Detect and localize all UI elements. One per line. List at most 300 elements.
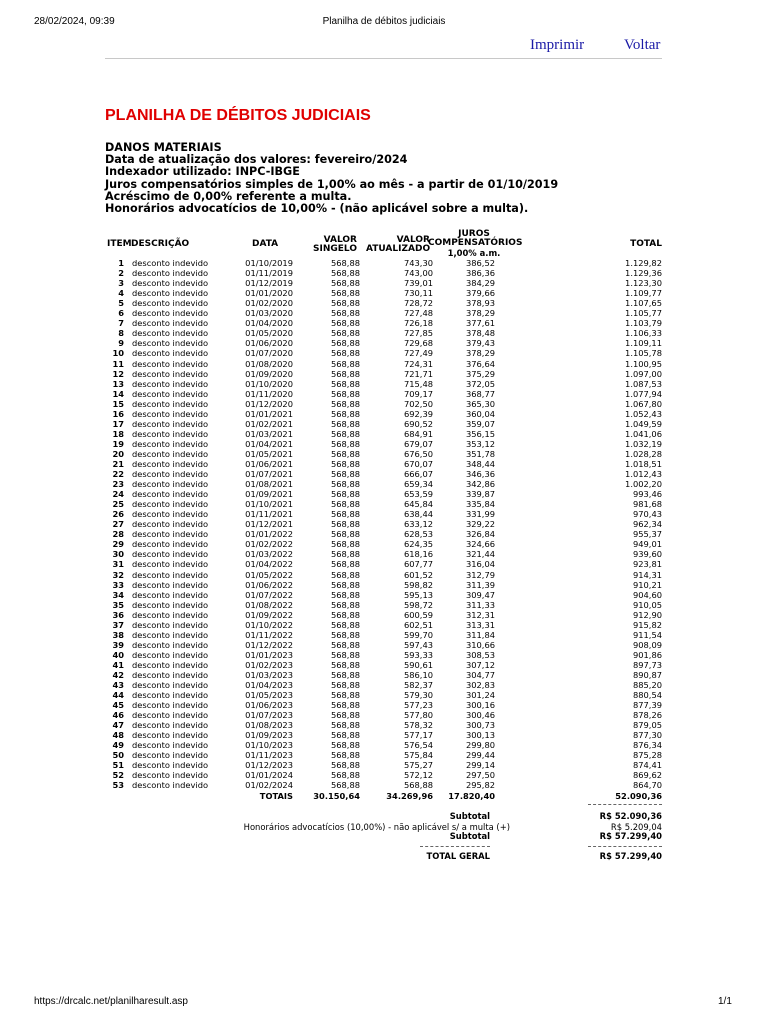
cell-juros: 311,33 [465,600,495,610]
cell-valor-singelo: 568,88 [330,560,360,570]
cell-item: 40 [112,650,124,660]
cell-gap [124,601,132,611]
cell-juros: 365,30 [465,399,495,409]
totals-spacer [105,791,124,801]
cell-item: 5 [118,299,124,309]
cell-descricao: desconto indevido [132,429,209,439]
table-row [105,711,662,721]
cell-total: 1.028,28 [625,449,662,459]
cell-valor-singelo: 568,88 [330,580,360,590]
cell-juros: 375,29 [465,369,495,379]
cell-gap [124,520,132,530]
cell-total: 1.103,79 [625,319,662,329]
cell-valor-singelo: 568,88 [330,620,360,630]
cell-valor-atualizado: 666,07 [403,469,433,480]
cell-juros: 302,83 [465,680,495,691]
cell-juros: 299,80 [465,741,495,751]
cell-valor-atualizado: 577,23 [403,701,433,711]
cell-descricao: desconto indevido [132,269,209,279]
cell-data: 01/01/2021 [245,409,293,419]
cell-total: 1.077,94 [625,389,662,399]
cell-data: 01/04/2020 [245,319,293,329]
cell-total: 1.012,43 [625,469,662,480]
cell-total: 1.106,33 [625,329,662,339]
cell-data: 01/02/2020 [245,299,293,309]
header-valor-singelo-line1: VALOR [323,235,357,245]
cell-juros: 299,14 [465,761,495,771]
cell-item: 31 [112,560,124,570]
cell-valor-singelo: 568,88 [330,691,360,701]
cell-juros: 311,84 [465,630,495,640]
cell-gap [124,480,132,490]
subtotal-label: Subtotal [449,811,490,821]
cell-data: 01/05/2022 [245,570,293,580]
cell-data: 01/04/2021 [245,439,293,449]
cell-item: 52 [112,771,124,781]
table-row [105,390,662,400]
cell-descricao: desconto indevido [132,289,209,299]
print-datetime: 28/02/2024, 09:39 [34,16,115,27]
cell-total: 869,62 [632,771,662,781]
cell-gap [124,410,132,420]
cell-juros: 353,12 [465,439,495,449]
cell-valor-atualizado: 575,84 [403,751,433,761]
header-valor-singelo-line2: SINGELO [313,244,357,255]
cell-valor-singelo: 568,88 [330,259,360,269]
cell-item: 47 [112,721,124,731]
cell-total: 1.032,19 [625,439,662,449]
cell-valor-atualizado: 586,10 [403,670,433,680]
cell-data: 01/08/2022 [245,600,293,610]
cell-descricao: desconto indevido [132,711,209,721]
cell-gap [124,380,132,390]
cell-valor-atualizado: 743,30 [403,259,433,269]
cell-juros: 300,46 [465,711,495,721]
table-row [105,450,662,460]
summary-divider [588,804,662,805]
cell-total: 877,30 [632,731,662,741]
table-row [105,370,662,380]
cell-item: 44 [112,691,124,701]
table-row [105,470,662,480]
cell-total: 939,60 [632,550,662,560]
cell-item: 43 [112,680,124,691]
totals-spacer [132,791,227,801]
cell-gap [124,359,132,369]
cell-item: 49 [112,741,124,751]
cell-gap [124,621,132,631]
cell-item: 11 [112,359,124,369]
cell-gap [124,460,132,470]
table-row [105,490,662,500]
cell-item: 35 [112,600,124,610]
table-row [105,510,662,520]
cell-data: 01/08/2021 [245,480,293,490]
cell-juros: 326,84 [465,530,495,540]
cell-juros: 386,52 [465,259,495,269]
table-row [105,309,662,319]
cell-total: 1.107,65 [625,299,662,309]
cell-valor-singelo: 568,88 [330,650,360,660]
cell-juros: 346,36 [465,469,495,480]
cell-total: 915,82 [632,620,662,630]
cell-total: 1.097,00 [625,369,662,379]
cell-juros: 331,99 [465,510,495,520]
total-geral-label: TOTAL GERAL [426,851,490,861]
cell-valor-atualizado: 576,54 [403,741,433,751]
table-row [105,430,662,440]
cell-valor-singelo: 568,88 [330,329,360,339]
cell-descricao: desconto indevido [132,731,209,741]
header-item: ITEM [107,239,132,249]
cell-data: 01/11/2019 [245,269,293,279]
cell-gap [124,440,132,450]
table-row [105,591,662,601]
cell-juros: 311,39 [465,580,495,590]
cell-valor-singelo: 568,88 [330,711,360,721]
cell-descricao: desconto indevido [132,781,209,791]
top-divider [105,58,662,59]
cell-gap [124,299,132,309]
cell-valor-singelo: 568,88 [330,359,360,369]
cell-descricao: desconto indevido [132,389,209,399]
cell-valor-atualizado: 653,59 [403,490,433,500]
table-row [105,279,662,289]
cell-juros: 360,04 [465,409,495,419]
cell-descricao: desconto indevido [132,399,209,409]
cell-gap [124,390,132,400]
table-row [105,601,662,611]
cell-valor-atualizado: 599,70 [403,630,433,640]
cell-data: 01/02/2024 [245,781,293,791]
cell-total: 879,05 [632,721,662,731]
header-data: DATA [252,239,279,249]
cell-juros: 308,53 [465,650,495,660]
total-geral-value: R$ 57.299,40 [599,851,662,861]
cell-valor-singelo: 568,88 [330,610,360,620]
cell-gap [124,771,132,781]
cell-gap [124,570,132,580]
cell-gap [124,591,132,601]
honorarios-value: R$ 5.209,04 [610,822,662,832]
cell-gap [124,701,132,711]
table-row [105,691,662,701]
cell-total: 876,34 [632,741,662,751]
cell-juros: 321,44 [465,550,495,560]
cell-item: 37 [112,620,124,630]
cell-descricao: desconto indevido [132,600,209,610]
cell-valor-singelo: 568,88 [330,550,360,560]
cell-juros: 386,36 [465,269,495,279]
cell-valor-atualizado: 724,31 [403,359,433,369]
cell-juros: 377,61 [465,319,495,329]
cell-gap [124,671,132,681]
cell-valor-singelo: 568,88 [330,399,360,409]
cell-item: 20 [112,449,124,459]
cell-valor-atualizado: 739,01 [403,279,433,289]
cell-data: 01/06/2021 [245,459,293,469]
cell-total: 864,70 [632,781,662,791]
cell-juros: 359,07 [465,419,495,429]
cell-data: 01/12/2021 [245,520,293,530]
cell-data: 01/07/2022 [245,590,293,600]
cell-valor-atualizado: 633,12 [403,520,433,530]
cell-juros: 379,43 [465,339,495,349]
cell-total: 911,54 [632,630,662,640]
cell-juros: 307,12 [465,660,495,670]
cell-valor-atualizado: 726,18 [403,319,433,329]
cell-valor-singelo: 568,88 [330,530,360,540]
cell-valor-atualizado: 593,33 [403,650,433,660]
cell-item: 14 [112,389,124,399]
cell-item: 53 [112,781,124,791]
header-juros-line3: 1,00% a.m. [447,247,501,258]
cell-total: 993,46 [632,490,662,500]
cell-gap [124,731,132,741]
cell-item: 33 [112,580,124,590]
table-row [105,611,662,621]
cell-gap [124,741,132,751]
cell-total: 908,09 [632,640,662,650]
cell-descricao: desconto indevido [132,540,209,550]
cell-valor-singelo: 568,88 [330,419,360,429]
cell-juros: 339,87 [465,490,495,500]
table-row [105,259,662,269]
cell-descricao: desconto indevido [132,379,209,389]
table-row [105,761,662,771]
cell-gap [124,329,132,339]
table-row [105,731,662,741]
cell-data: 01/04/2022 [245,560,293,570]
cell-descricao: desconto indevido [132,771,209,781]
cell-data: 01/06/2022 [245,580,293,590]
debits-table [105,259,662,802]
cell-total: 1.018,51 [625,459,662,469]
cell-total: 912,90 [632,610,662,620]
cell-descricao: desconto indevido [132,319,209,329]
cell-valor-singelo: 568,88 [330,349,360,359]
cell-item: 34 [112,590,124,600]
cell-gap [124,450,132,460]
cell-valor-atualizado: 578,32 [403,721,433,731]
print-link[interactable]: Imprimir [530,37,585,53]
cell-descricao: desconto indevido [132,369,209,379]
cell-descricao: desconto indevido [132,630,209,640]
cell-gap [124,430,132,440]
header-descricao: DESCRIÇÃO [131,239,190,249]
cell-juros: 312,79 [465,570,495,580]
total-divider-left [420,846,490,847]
cell-gap [124,309,132,319]
cell-gap [124,721,132,731]
cell-descricao: desconto indevido [132,469,209,480]
cell-valor-singelo: 568,88 [330,721,360,731]
cell-valor-singelo: 568,88 [330,480,360,490]
honorarios-label: Honorários advocatícios (10,00%) - não aplicável s/ a multa (+) [243,822,510,832]
cell-data: 01/11/2023 [245,751,293,761]
cell-data: 01/06/2023 [245,701,293,711]
cell-item: 17 [112,419,124,429]
cell-valor-singelo: 568,88 [330,309,360,319]
cell-data: 01/10/2020 [245,379,293,389]
cell-descricao: desconto indevido [132,439,209,449]
cell-descricao: desconto indevido [132,580,209,590]
cell-total: 1.109,11 [625,339,662,349]
cell-item: 12 [112,369,124,379]
cell-descricao: desconto indevido [132,510,209,520]
cell-data: 01/05/2020 [245,329,293,339]
cell-valor-singelo: 568,88 [330,339,360,349]
cell-valor-singelo: 568,88 [330,630,360,640]
cell-valor-singelo: 568,88 [330,741,360,751]
cell-gap [124,420,132,430]
cell-data: 01/08/2020 [245,359,293,369]
cell-item: 22 [112,469,124,480]
table-row [105,540,662,550]
cell-gap [124,400,132,410]
cell-total: 878,26 [632,711,662,721]
header-valor-singelo [300,236,357,255]
cell-descricao: desconto indevido [132,490,209,500]
table-row [105,681,662,691]
cell-juros: 342,86 [465,480,495,490]
cell-data: 01/04/2023 [245,680,293,691]
cell-juros: 301,24 [465,691,495,701]
cell-descricao: desconto indevido [132,359,209,369]
table-row [105,631,662,641]
cell-data: 01/09/2020 [245,369,293,379]
cell-descricao: desconto indevido [132,419,209,429]
cell-gap [124,550,132,560]
cell-juros: 378,29 [465,309,495,319]
totals-row [105,791,662,801]
cell-gap [124,259,132,269]
cell-gap [124,651,132,661]
cell-total: 949,01 [632,540,662,550]
cell-item: 32 [112,570,124,580]
cell-data: 01/10/2019 [245,259,293,269]
cell-valor-singelo: 568,88 [330,751,360,761]
info-block [105,142,558,215]
cell-item: 7 [118,319,124,329]
table-row [105,771,662,781]
cell-valor-atualizado: 679,07 [403,439,433,449]
table-row [105,741,662,751]
cell-descricao: desconto indevido [132,691,209,701]
table-row [105,410,662,420]
cell-valor-singelo: 568,88 [330,289,360,299]
cell-juros: 300,73 [465,721,495,731]
cell-descricao: desconto indevido [132,349,209,359]
table-row [105,550,662,560]
cell-data: 01/01/2023 [245,650,293,660]
table-row [105,560,662,570]
cell-descricao: desconto indevido [132,409,209,419]
cell-data: 01/10/2022 [245,620,293,630]
cell-valor-atualizado: 743,00 [403,269,433,279]
cell-total: 897,73 [632,660,662,670]
cell-data: 01/11/2020 [245,389,293,399]
cell-item: 4 [118,289,124,299]
cell-gap [124,641,132,651]
cell-descricao: desconto indevido [132,459,209,469]
cell-valor-singelo: 568,88 [330,459,360,469]
cell-descricao: desconto indevido [132,309,209,319]
info-line: Indexador utilizado: INPC-IBGE [105,165,300,179]
info-line: Honorários advocatícios de 10,00% - (não aplicável sobre a multa). [105,202,529,216]
cell-valor-singelo: 568,88 [330,771,360,781]
cell-juros: 312,31 [465,610,495,620]
cell-descricao: desconto indevido [132,650,209,660]
cell-gap [124,751,132,761]
cell-valor-singelo: 568,88 [330,269,360,279]
cell-valor-atualizado: 607,77 [403,560,433,570]
cell-total: 890,87 [632,670,662,680]
table-row [105,460,662,470]
back-link[interactable]: Voltar [624,37,661,53]
table-row [105,621,662,631]
cell-gap [124,339,132,349]
cell-item: 51 [112,761,124,771]
cell-juros: 310,66 [465,640,495,650]
cell-data: 01/09/2022 [245,610,293,620]
header-valor-atualizado-line2: ATUALIZADO [366,244,431,255]
cell-valor-atualizado: 702,50 [403,399,433,409]
table-row [105,651,662,661]
cell-juros: 378,48 [465,329,495,339]
cell-valor-atualizado: 572,12 [403,771,433,781]
table-row [105,339,662,349]
table-row [105,671,662,681]
cell-valor-atualizado: 730,11 [403,289,433,299]
cell-item: 25 [112,500,124,510]
cell-data: 01/05/2023 [245,691,293,701]
cell-item: 42 [112,670,124,680]
totals-spacer [124,791,132,801]
cell-valor-singelo: 568,88 [330,490,360,500]
cell-data: 01/10/2021 [245,500,293,510]
cell-valor-singelo: 568,88 [330,731,360,741]
cell-juros: 316,04 [465,560,495,570]
cell-valor-atualizado: 598,72 [403,600,433,610]
cell-item: 13 [112,379,124,389]
cell-valor-atualizado: 624,35 [403,540,433,550]
cell-juros: 372,05 [465,379,495,389]
cell-valor-singelo: 568,88 [330,701,360,711]
cell-descricao: desconto indevido [132,259,209,269]
cell-valor-singelo: 568,88 [330,640,360,650]
cell-item: 38 [112,630,124,640]
cell-data: 01/12/2023 [245,761,293,771]
cell-data: 01/05/2021 [245,449,293,459]
table-row [105,400,662,410]
cell-descricao: desconto indevido [132,610,209,620]
cell-descricao: desconto indevido [132,680,209,691]
cell-juros: 368,77 [465,389,495,399]
cell-juros: 378,29 [465,349,495,359]
cell-total: 910,05 [632,600,662,610]
cell-valor-singelo: 568,88 [330,449,360,459]
cell-data: 01/03/2020 [245,309,293,319]
cell-item: 23 [112,480,124,490]
cell-total: 1.129,36 [625,269,662,279]
info-line: Data de atualização dos valores: fevereiro/2024 [105,153,408,167]
cell-item: 6 [118,309,124,319]
cell-valor-singelo: 568,88 [330,469,360,480]
header-total: TOTAL [630,239,662,249]
cell-valor-atualizado: 645,84 [403,500,433,510]
cell-descricao: desconto indevido [132,299,209,309]
